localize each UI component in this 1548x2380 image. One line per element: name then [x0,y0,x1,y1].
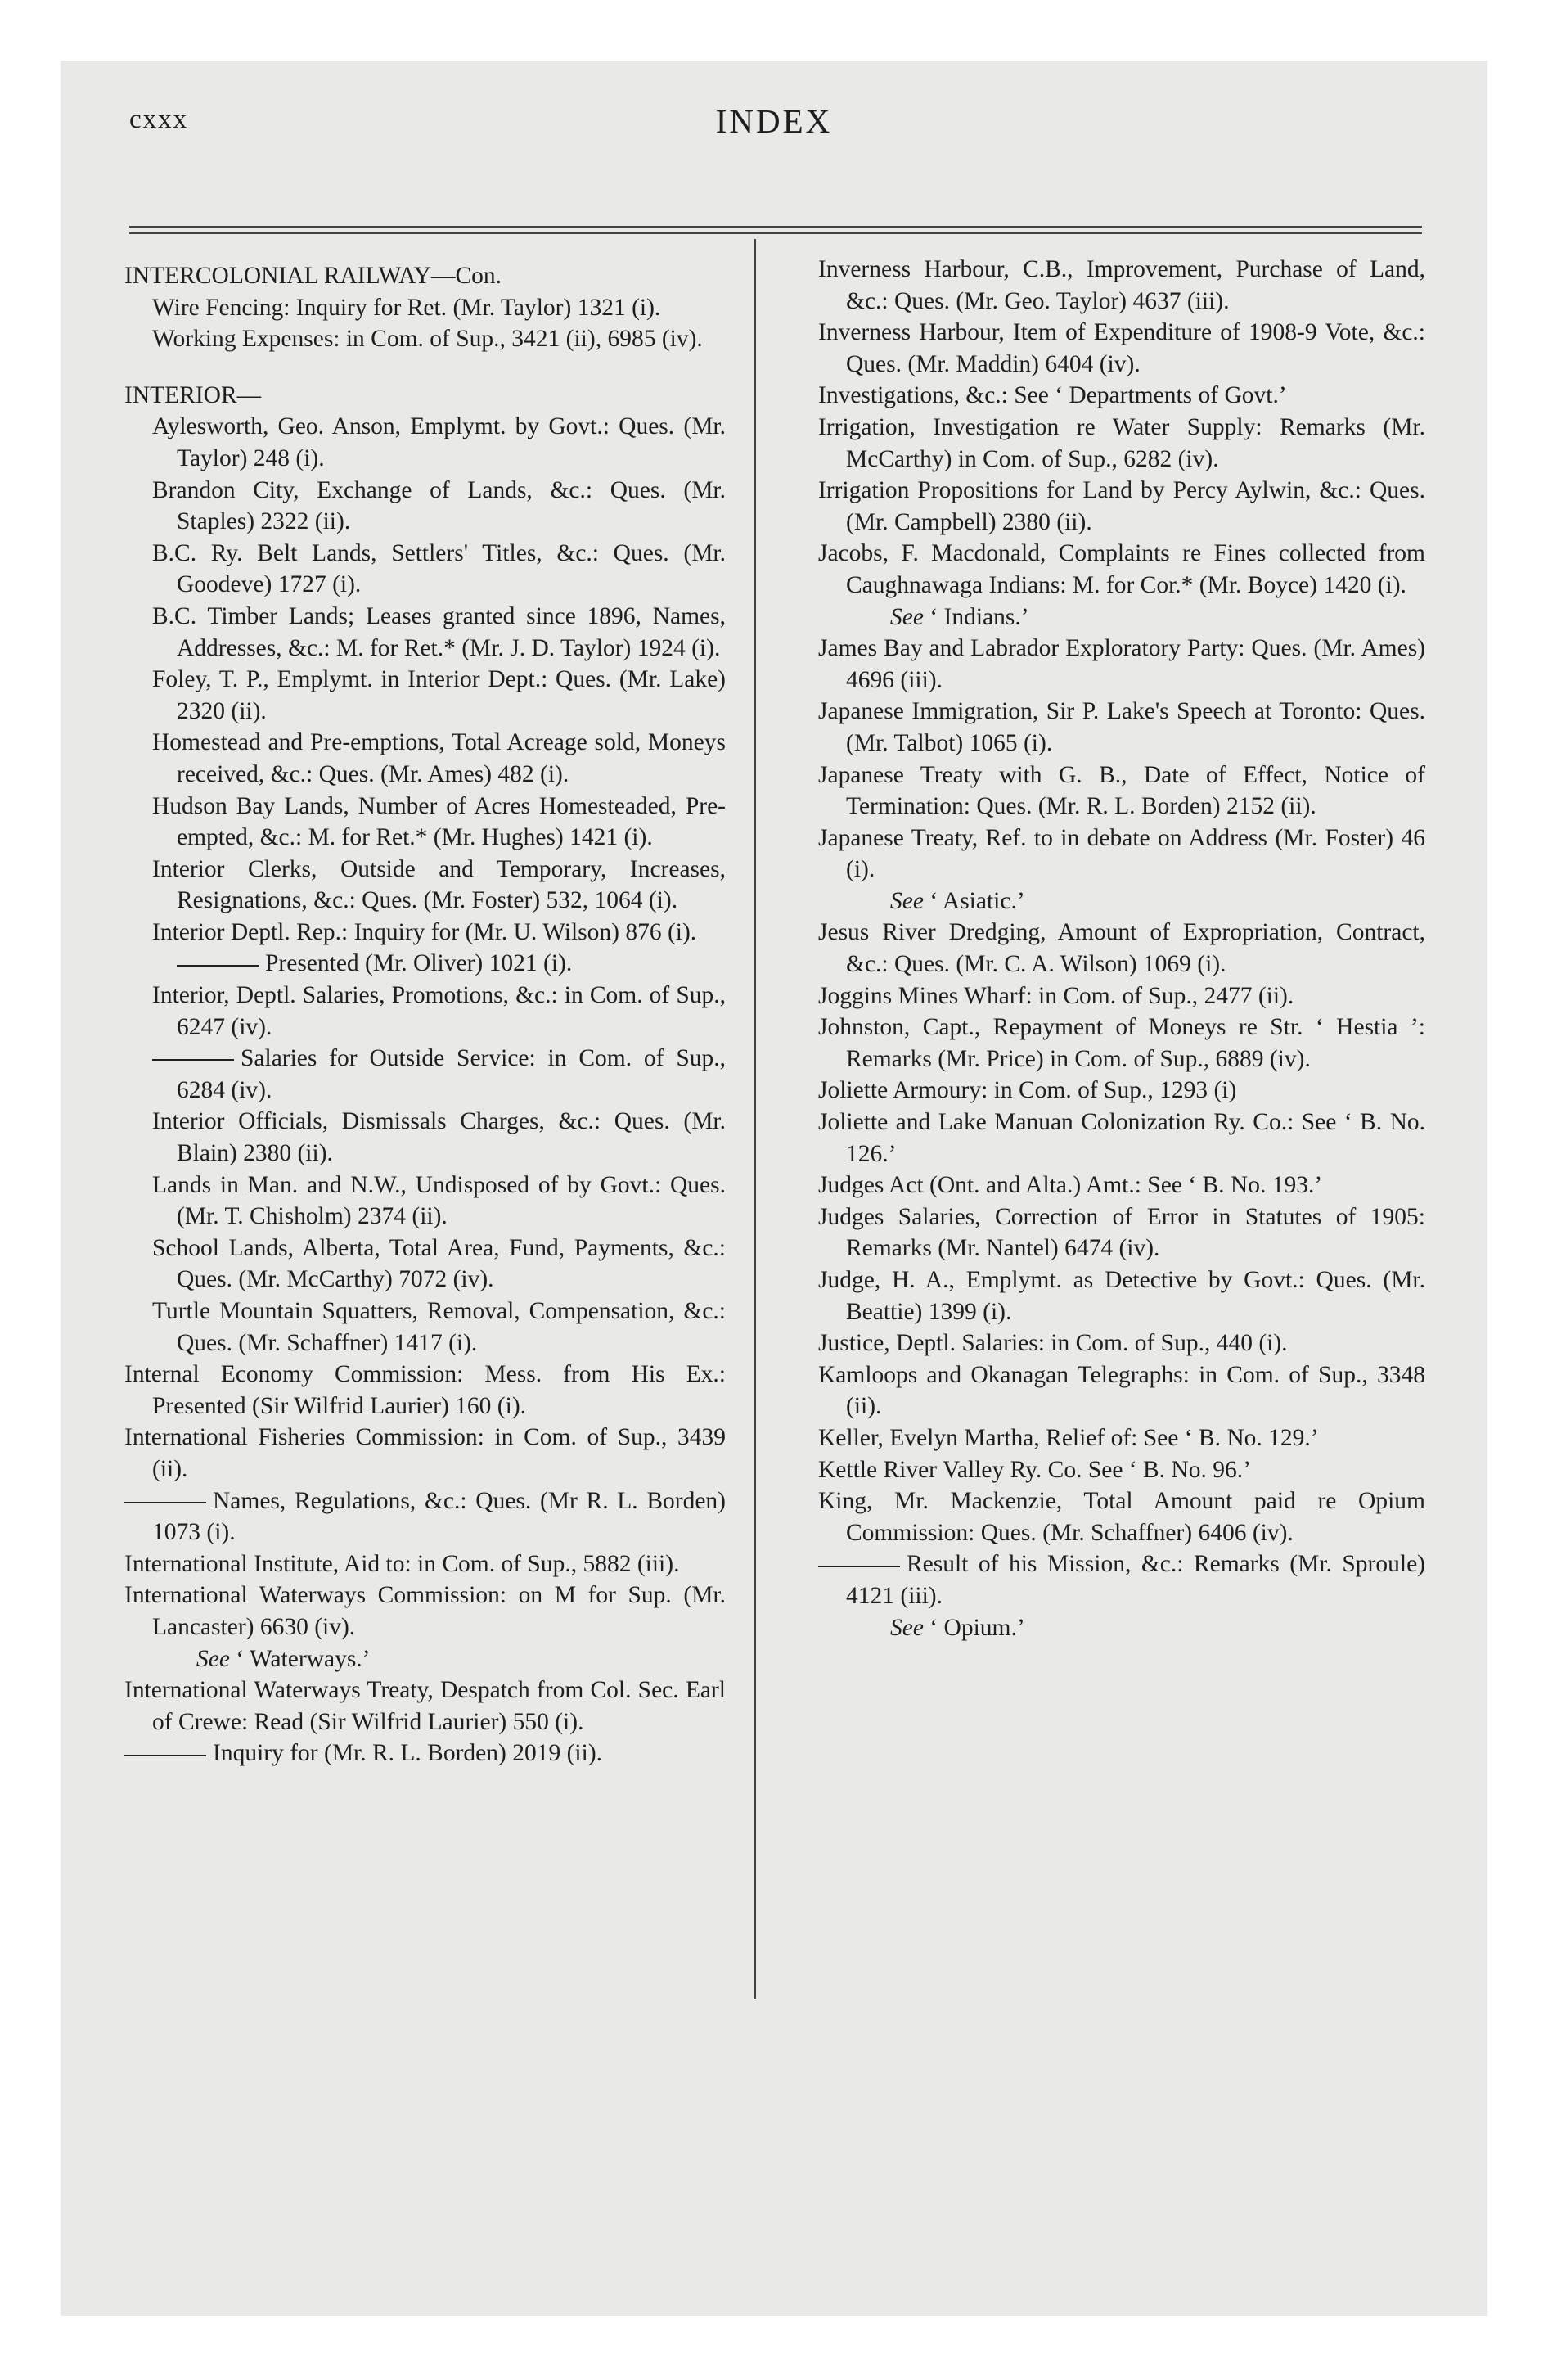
see-reference: See ‘ Waterways.’ [196,1645,371,1672]
index-entry: School Lands, Alberta, Total Area, Fund, Payments, &c.: Ques. (Mr. McCarthy) 7072 (iv). [152,1234,726,1293]
index-entry: Jesus River Dredging, Amount of Expropriation, Contract, &c.: Ques. (Mr. C. A. Wilson) 1069 (i). [818,919,1425,978]
index-entry: Judges Act (Ont. and Alta.) Amt.: See ‘ B. No. 193.’ [818,1172,1323,1199]
index-entry: International Waterways Treaty, Despatch from Col. Sec. Earl of Crewe: Read (Sir Wilfrid Laurier) 550 (i). [124,1677,726,1735]
index-subentry: Inquiry for (Mr. R. L. Borden) 2019 (ii). [124,1738,726,1769]
index-entry: Foley, T. P., Emplymt. in Interior Dept.: Ques. (Mr. Lake) 2320 (ii). [152,666,726,724]
page-number: cxxx [129,105,189,134]
index-entry: Kettle River Valley Ry. Co. See ‘ B. No. 96.’ [818,1456,1251,1483]
index-entry: Working Expenses: in Com. of Sup., 3421 (ii), 6985 (iv). [152,326,703,353]
index-subentry: Result of his Mission, &c.: Remarks (Mr. Sproule) 4121 (iii). [818,1548,1425,1611]
index-entry: Joggins Mines Wharf: in Com. of Sup., 2477 (ii). [818,982,1294,1009]
right-column [818,254,1425,1643]
see-reference: See ‘ Opium.’ [890,1614,1025,1641]
ditto-dash [818,1566,900,1567]
page-header [0,102,1548,146]
index-entry: Internal Economy Commission: Mess. from His Ex.: Presented (Sir Wilfrid Laurier) 160 (i). [124,1361,726,1419]
index-entry: Japanese Treaty, Ref. to in debate on Address (Mr. Foster) 46 (i). [818,824,1425,883]
header-rule-top [129,226,1422,228]
index-entry: Lands in Man. and N.W., Undisposed of by Govt.: Ques. (Mr. T. Chisholm) 2374 (ii). [152,1171,726,1230]
left-column [124,254,726,1769]
index-entry: Interior Officials, Dismissals Charges, &c.: Ques. (Mr. Blain) 2380 (ii). [152,1108,726,1167]
section-heading-interior: INTERIOR— [124,381,262,408]
index-entry: Inverness Harbour, Item of Expenditure of 1908-9 Vote, &c.: Ques. (Mr. Maddin) 6404 (iv). [818,319,1425,377]
index-entry: Turtle Mountain Squatters, Removal, Compensation, &c.: Ques. (Mr. Schaffner) 1417 (i). [152,1298,726,1356]
index-entry: Jacobs, F. Macdonald, Complaints re Fines collected from Caughnawaga Indians: M. for Cor.* (Mr. Boyce) 1420 (i). [818,540,1425,598]
index-entry: International Fisheries Commission: in Com. of Sup., 3439 (ii). [124,1424,726,1482]
column-divider [754,239,756,1999]
index-entry: Johnston, Capt., Repayment of Moneys re Str. ‘ Hestia ’: Remarks (Mr. Price) in Com. of Sup., 6889 (iv). [818,1014,1425,1072]
index-entry: Homestead and Pre-emptions, Total Acreage sold, Moneys received, &c.: Ques. (Mr. Ames) 482 (i). [152,729,726,787]
index-entry: Investigations, &c.: See ‘ Departments of Govt.’ [818,382,1287,409]
index-subentry: Salaries for Outside Service: in Com. of Sup., 6284 (iv). [124,1043,726,1106]
index-entry: Japanese Treaty with G. B., Date of Effect, Notice of Termination: Ques. (Mr. R. L. Borden) 2152 (ii). [818,761,1425,820]
index-entry: Interior Deptl. Rep.: Inquiry for (Mr. U. Wilson) 876 (i). [152,918,697,945]
index-entry: Aylesworth, Geo. Anson, Emplymt. by Govt.: Ques. (Mr. Taylor) 248 (i). [152,413,726,471]
index-entry: Interior, Deptl. Salaries, Promotions, &c.: in Com. of Sup., 6247 (iv). [152,982,726,1040]
index-entry: Keller, Evelyn Martha, Relief of: See ‘ B. No. 129.’ [818,1424,1319,1451]
ditto-dash [124,1502,206,1503]
index-entry: James Bay and Labrador Exploratory Party: Ques. (Mr. Ames) 4696 (iii). [818,635,1425,693]
index-entry: Japanese Immigration, Sir P. Lake's Speech at Toronto: Ques. (Mr. Talbot) 1065 (i). [818,698,1425,756]
index-entry: Hudson Bay Lands, Number of Acres Homesteaded, Pre-empted, &c.: M. for Ret.* (Mr. Hughes) 1421 (i). [152,792,726,851]
section-heading-intercolonial: INTERCOLONIAL RAILWAY—Con. [124,263,502,289]
see-reference: See ‘ Asiatic.’ [890,887,1025,914]
index-entry: King, Mr. Mackenzie, Total Amount paid re Opium Commission: Ques. (Mr. Schaffner) 6406 (iv). [818,1488,1425,1546]
see-reference: See ‘ Indians.’ [890,603,1029,630]
index-entry: International Waterways Commission: on M for Sup. (Mr. Lancaster) 6630 (iv). [124,1582,726,1640]
interior-entry-list [124,411,726,1359]
ditto-dash [124,1755,206,1756]
index-entry: Kamloops and Okanagan Telegraphs: in Com. of Sup., 3348 (ii). [818,1361,1425,1420]
index-entry: Joliette Armoury: in Com. of Sup., 1293 (i) [818,1077,1237,1104]
index-entry: International Institute, Aid to: in Com. of Sup., 5882 (iii). [124,1550,680,1577]
index-entry: Judges Salaries, Correction of Error in Statutes of 1905: Remarks (Mr. Nantel) 6474 (iv). [818,1203,1425,1262]
ditto-dash [152,1059,234,1061]
index-entry: Joliette and Lake Manuan Colonization Ry. Co.: See ‘ B. No. 126.’ [818,1109,1425,1167]
page-title: INDEX [715,102,833,140]
index-subentry: Names, Regulations, &c.: Ques. (Mr R. L. Borden) 1073 (i). [124,1485,726,1548]
header-rule-bottom [129,232,1422,234]
index-entry: B.C. Ry. Belt Lands, Settlers' Titles, &c.: Ques. (Mr. Goodeve) 1727 (i). [152,539,726,598]
index-entry: Justice, Deptl. Salaries: in Com. of Sup., 440 (i). [818,1330,1288,1357]
index-entry: Inverness Harbour, C.B., Improvement, Purchase of Land, &c.: Ques. (Mr. Geo. Taylor) 4637 (iii). [818,256,1425,314]
intercolonial-entry-list [124,292,726,355]
index-entry: Wire Fencing: Inquiry for Ret. (Mr. Taylor) 1321 (i). [152,294,661,321]
index-entry: Irrigation, Investigation re Water Supply: Remarks (Mr. McCarthy) in Com. of Sup., 6282 (iv). [818,413,1425,472]
index-subentry: Presented (Mr. Oliver) 1021 (i). [124,948,726,980]
index-entry: B.C. Timber Lands; Leases granted since 1896, Names, Addresses, &c.: M. for Ret.* (Mr. J. D. Taylor) 1924 (i). [152,602,726,661]
index-entry: Judge, H. A., Emplymt. as Detective by Govt.: Ques. (Mr. Beattie) 1399 (i). [818,1267,1425,1325]
ditto-dash [177,965,259,967]
index-entry: Irrigation Propositions for Land by Percy Aylwin, &c.: Ques. (Mr. Campbell) 2380 (ii). [818,477,1425,535]
index-entry: Interior Clerks, Outside and Temporary, Increases, Resignations, &c.: Ques. (Mr. Foster) 532, 1064 (i). [152,855,726,914]
index-entry: Brandon City, Exchange of Lands, &c.: Ques. (Mr. Staples) 2322 (ii). [152,476,726,535]
